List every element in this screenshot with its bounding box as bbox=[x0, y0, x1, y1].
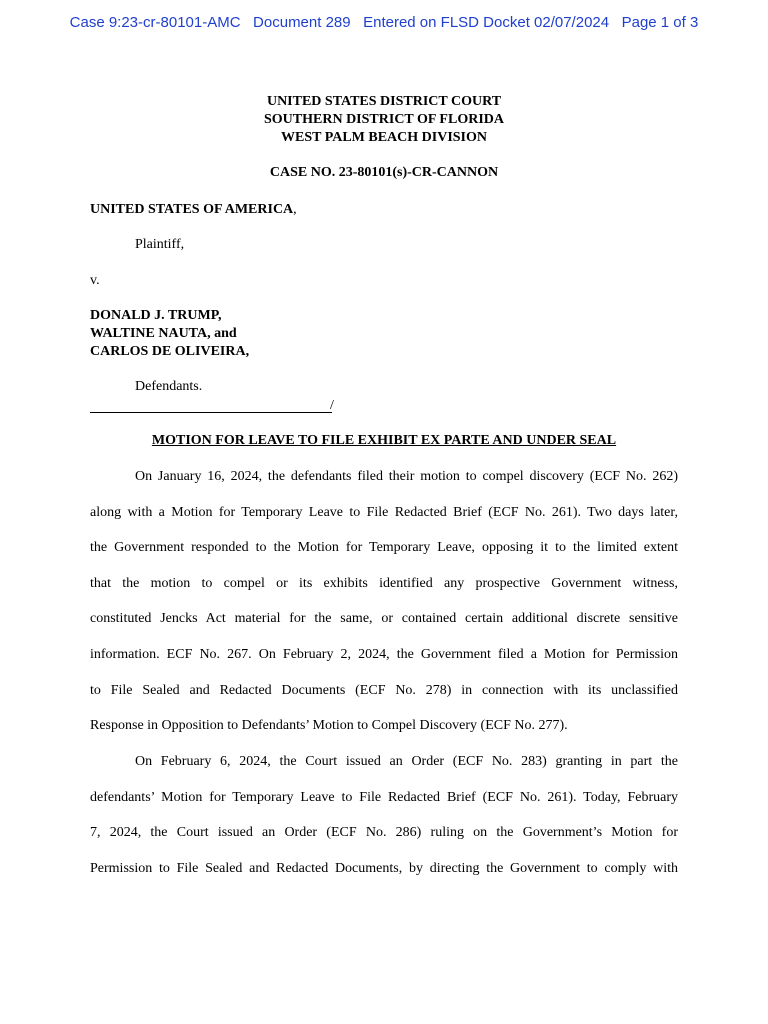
plaintiff-name: UNITED STATES OF AMERICA bbox=[90, 202, 294, 217]
paragraph-2-line: 7, 2024, the Court issued an Order (ECF No. 286) ruling on the Government’s Motion for bbox=[90, 825, 678, 841]
paragraph-1-line: Response in Opposition to Defendants’ Motion to Compel Discovery (ECF No. 277). bbox=[90, 718, 568, 734]
court-name-line-2: SOUTHERN DISTRICT OF FLORIDA bbox=[264, 112, 504, 127]
paragraph-1-line: constituted Jencks Act material for the same, or contained certain additional discrete sensitive bbox=[90, 611, 678, 627]
paragraph-1 bbox=[90, 459, 678, 744]
paragraph-1-line: to File Sealed and Redacted Documents (ECF No. 278) in connection with its unclassified bbox=[90, 682, 678, 698]
defendant-line-1: DONALD J. TRUMP, bbox=[90, 308, 222, 323]
paragraph-1-line: the Government responded to the Motion for Temporary Leave, opposing it to the limited extent bbox=[90, 540, 678, 556]
caption-slash: / bbox=[330, 398, 334, 413]
court-name-line-1: UNITED STATES DISTRICT COURT bbox=[266, 94, 502, 109]
paragraph-2-line: defendants’ Motion for Temporary Leave to File Redacted Brief (ECF No. 261). Today, February bbox=[90, 789, 678, 805]
paragraph-1-line: On January 16, 2024, the defendants filed their motion to compel discovery (ECF No. 262) bbox=[135, 469, 678, 484]
paragraph-1-line: along with a Motion for Temporary Leave to File Redacted Brief (ECF No. 261). Two days later, bbox=[90, 504, 678, 520]
docket-header: Case 9:23-cr-80101-AMC Document 289 Entered on FLSD Docket 02/07/2024 Page 1 of 3 bbox=[69, 14, 699, 31]
defendant-line-3: CARLOS DE OLIVEIRA, bbox=[90, 344, 250, 359]
versus: v. bbox=[90, 273, 100, 288]
paragraph-2-line: Permission to File Sealed and Redacted Documents, by directing the Government to comply with bbox=[90, 860, 678, 876]
plaintiff-caption bbox=[90, 201, 297, 219]
paragraph-2-line: On February 6, 2024, the Court issued an Order (ECF No. 283) granting in part the bbox=[135, 754, 678, 769]
defendants-role: Defendants. bbox=[135, 379, 203, 394]
caption-signature-line bbox=[90, 398, 332, 413]
paragraph-1-line: that the motion to compel or its exhibits identified any prospective Government witness, bbox=[90, 575, 678, 591]
case-number: CASE NO. 23-80101(s)-CR-CANNON bbox=[269, 165, 499, 180]
defendant-line-2: WALTINE NAUTA, and bbox=[90, 326, 237, 341]
court-division-line: WEST PALM BEACH DIVISION bbox=[280, 130, 488, 145]
motion-title: MOTION FOR LEAVE TO FILE EXHIBIT EX PARTE AND UNDER SEAL bbox=[151, 433, 617, 448]
paragraph-1-line: information. ECF No. 267. On February 2, 2024, the Government filed a Motion for Permission bbox=[90, 646, 678, 662]
plaintiff-role: Plaintiff, bbox=[135, 237, 185, 252]
plaintiff-name-suffix: , bbox=[293, 202, 297, 217]
paragraph-2 bbox=[90, 744, 678, 886]
caption-rule bbox=[90, 398, 332, 413]
